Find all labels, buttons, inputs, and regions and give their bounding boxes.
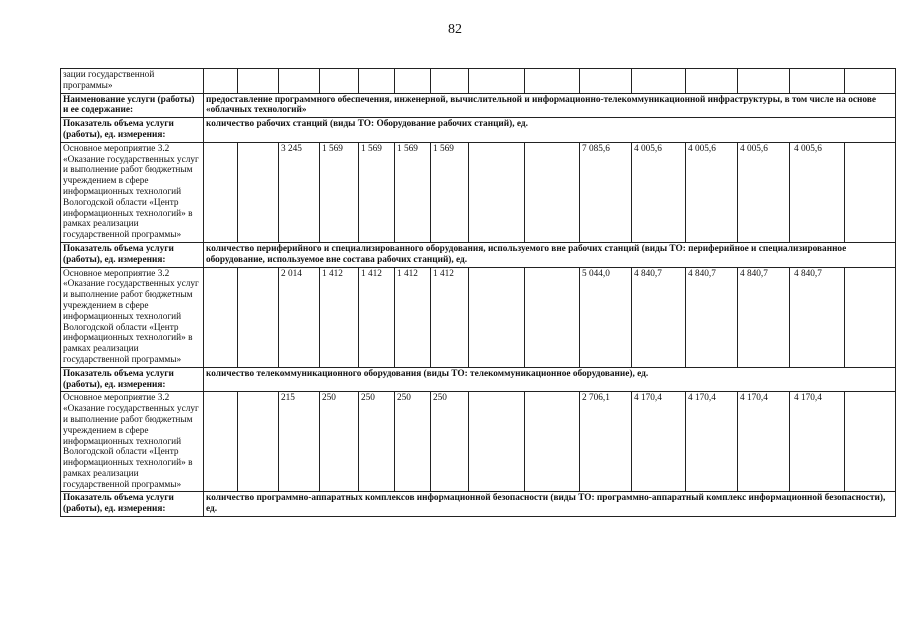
- value-cell: [469, 142, 525, 242]
- empty-cell: [238, 69, 279, 94]
- indicator-description: количество рабочих станций (виды ТО: Оборудование рабочих станций), ед.: [204, 118, 896, 143]
- value-cell: [238, 392, 279, 492]
- value-cell: 4 005,6: [790, 142, 845, 242]
- measure-row: [61, 392, 896, 492]
- value-cell: 5 044,0: [580, 267, 632, 367]
- value-cell: 3 245: [279, 142, 320, 242]
- service-value: предоставление программного обеспечения, инженерной, вычислительной и информационно-телекоммуникационной инфраструктуры, в том числе на основе «облачных технологий»: [204, 93, 896, 118]
- value-cell: 4 840,7: [790, 267, 845, 367]
- indicator-description: количество телекоммуникационного оборудования (виды ТО: телекоммуникационное оборудование), ед.: [204, 367, 896, 392]
- value-cell: 4 170,4: [738, 392, 790, 492]
- empty-cell: [845, 267, 896, 367]
- empty-cell: [431, 69, 469, 94]
- value-cell: 215: [279, 392, 320, 492]
- empty-cell: [738, 69, 790, 94]
- indicator-header: Показатель объема услуги (работы), ед. измерения:: [61, 367, 204, 392]
- value-cell: [238, 142, 279, 242]
- value-cell: [525, 267, 580, 367]
- budget-table: [60, 68, 896, 517]
- value-cell: 1 569: [395, 142, 431, 242]
- value-cell: 4 005,6: [632, 142, 686, 242]
- value-cell: 250: [431, 392, 469, 492]
- value-cell: 1 569: [359, 142, 395, 242]
- empty-cell: [320, 69, 359, 94]
- measure-row: [61, 142, 896, 242]
- empty-cell: [204, 69, 238, 94]
- empty-cell: [580, 69, 632, 94]
- value-cell: 1 412: [359, 267, 395, 367]
- value-cell: 250: [395, 392, 431, 492]
- value-cell: 2 706,1: [580, 392, 632, 492]
- value-cell: 4 170,4: [790, 392, 845, 492]
- indicator-header-row: [61, 118, 896, 143]
- value-cell: [238, 267, 279, 367]
- empty-cell: [790, 69, 845, 94]
- page-number: 82: [448, 22, 462, 37]
- empty-cell: [279, 69, 320, 94]
- indicator-header-row: [61, 367, 896, 392]
- value-cell: 4 840,7: [686, 267, 738, 367]
- empty-cell: [845, 142, 896, 242]
- empty-cell: [395, 69, 431, 94]
- value-cell: 1 412: [431, 267, 469, 367]
- value-cell: 1 412: [320, 267, 359, 367]
- value-cell: [204, 267, 238, 367]
- value-cell: 2 014: [279, 267, 320, 367]
- continuation-row: [61, 69, 896, 94]
- empty-cell: [845, 392, 896, 492]
- empty-cell: [359, 69, 395, 94]
- value-cell: [525, 142, 580, 242]
- empty-cell: [845, 69, 896, 94]
- value-cell: 7 085,6: [580, 142, 632, 242]
- value-cell: 4 840,7: [738, 267, 790, 367]
- empty-cell: [525, 69, 580, 94]
- value-cell: 1 569: [431, 142, 469, 242]
- value-cell: 1 412: [395, 267, 431, 367]
- indicator-header: Показатель объема услуги (работы), ед. измерения:: [61, 118, 204, 143]
- service-row: [61, 93, 896, 118]
- value-cell: 1 569: [320, 142, 359, 242]
- indicator-header-row: [61, 492, 896, 517]
- measure-name: Основное мероприятие 3.2 «Оказание государственных услуг и выполнение работ бюджетным учреждением в сфере информационных технологий Вологодской области «Центр информационных технологий» в рамках реализации государственной программы»: [61, 267, 204, 367]
- value-cell: [204, 142, 238, 242]
- measure-name: Основное мероприятие 3.2 «Оказание государственных услуг и выполнение работ бюджетным учреждением в сфере информационных технологий Вологодской области «Центр информационных технологий» в рамках реализации государственной программы»: [61, 142, 204, 242]
- indicator-header: Показатель объема услуги (работы), ед. измерения:: [61, 242, 204, 267]
- value-cell: 4 005,6: [686, 142, 738, 242]
- indicator-header-row: [61, 242, 896, 267]
- empty-cell: [469, 69, 525, 94]
- empty-cell: [686, 69, 738, 94]
- value-cell: 4 840,7: [632, 267, 686, 367]
- indicator-description: количество программно-аппаратных комплексов информационной безопасности (виды ТО: программно-аппаратный комплекс информационной безопасности), ед.: [204, 492, 896, 517]
- value-cell: [469, 267, 525, 367]
- value-cell: 4 170,4: [632, 392, 686, 492]
- value-cell: [469, 392, 525, 492]
- continuation-name-cell: зации государственной программы»: [61, 69, 204, 94]
- service-header: Наименование услуги (работы) и ее содержание:: [61, 93, 204, 118]
- measure-row: [61, 267, 896, 367]
- value-cell: [525, 392, 580, 492]
- indicator-description: количество периферийного и специализированного оборудования, используемого вне рабочих станций (виды ТО: периферийное и специализированное оборудование, используемое вне состава рабочих станций), ед.: [204, 242, 896, 267]
- indicator-header: Показатель объема услуги (работы), ед. измерения:: [61, 492, 204, 517]
- value-cell: 250: [320, 392, 359, 492]
- value-cell: 250: [359, 392, 395, 492]
- empty-cell: [632, 69, 686, 94]
- measure-name: Основное мероприятие 3.2 «Оказание государственных услуг и выполнение работ бюджетным учреждением в сфере информационных технологий Вологодской области «Центр информационных технологий» в рамках реализации государственной программы»: [61, 392, 204, 492]
- value-cell: [204, 392, 238, 492]
- value-cell: 4 005,6: [738, 142, 790, 242]
- value-cell: 4 170,4: [686, 392, 738, 492]
